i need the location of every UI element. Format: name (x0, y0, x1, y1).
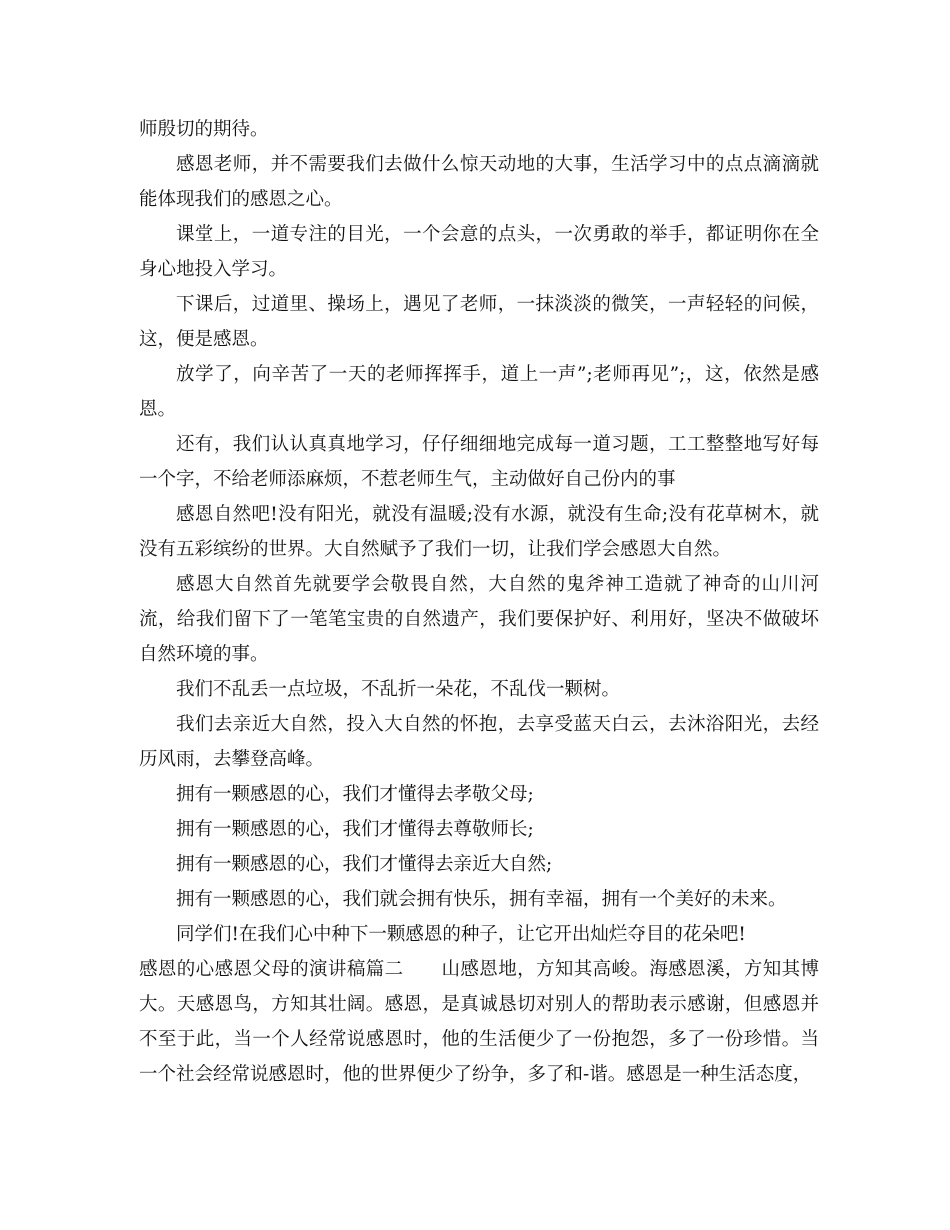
paragraph: 下课后，过道里、操场上，遇见了老师，一抹淡淡的微笑，一声轻轻的问候，这，便是感恩。 (139, 294, 819, 350)
paragraph: 我们去亲近大自然，投入大自然的怀抱，去享受蓝天白云，去沐浴阳光，去经历风雨，去攀登高峰。 (139, 714, 819, 770)
paragraph: 拥有一颗感恩的心，我们就会拥有快乐，拥有幸福，拥有一个美好的未来。 (176, 889, 787, 910)
paragraph-continuation: 师殷切的期待。 (139, 119, 269, 140)
paragraph: 课堂上，一道专注的目光，一个会意的点头，一次勇敢的举手，都证明你在全身心地投入学习。 (139, 224, 819, 280)
paragraph: 拥有一颗感恩的心，我们才懂得去亲近大自然; (176, 854, 553, 875)
paragraph: 感恩老师，并不需要我们去做什么惊天动地的大事，生活学习中的点点滴滴就能体现我们的感恩之心。 (139, 154, 819, 210)
paragraph: 拥有一颗感恩的心，我们才懂得去尊敬师长; (176, 819, 534, 840)
paragraph: 放学了，向辛苦了一天的老师挥挥手，道上一声”;老师再见”;，这，依然是感恩。 (139, 364, 819, 420)
document-body (139, 112, 819, 1092)
section-text: 山感恩地，方知其高峻。海感恩溪，方知其博大。天感恩鸟，方知其壮阔。感恩，是真诚恳切对别人的帮助表示感谢，但感恩并不至于此，当一个人经常说感恩时，他的生活便少了一份抱怨，多了一份珍惜。当一个社会经常说感恩时，他的世界便少了纷争，多了和-谐。感恩是一种生活态度， (139, 959, 819, 1085)
paragraph: 感恩大自然首先就要学会敬畏自然，大自然的鬼斧神工造就了神奇的山川河流，给我们留下了一笔笔宝贵的自然遗产，我们要保护好、利用好，坚决不做破坏自然环境的事。 (139, 574, 819, 665)
paragraph: 拥有一颗感恩的心，我们才懂得去孝敬父母; (176, 784, 534, 805)
paragraph: 感恩自然吧!没有阳光，就没有温暖;没有水源，就没有生命;没有花草树木，就没有五彩缤纷的世界。大自然赋予了我们一切，让我们学会感恩大自然。 (139, 504, 819, 560)
paragraph: 还有，我们认认真真地学习，仔仔细细地完成每一道习题，工工整整地写好每一个字，不给老师添麻烦，不惹老师生气，主动做好自己份内的事 (139, 434, 819, 490)
paragraph: 我们不乱丢一点垃圾，不乱折一朵花，不乱伐一颗树。 (176, 679, 621, 700)
section-heading: 感恩的心感恩父母的演讲稿篇二 (139, 959, 404, 980)
section-paragraph (139, 952, 819, 1092)
paragraph: 同学们!在我们心中种下一颗感恩的种子，让它开出灿烂夺目的花朵吧! (176, 924, 746, 945)
